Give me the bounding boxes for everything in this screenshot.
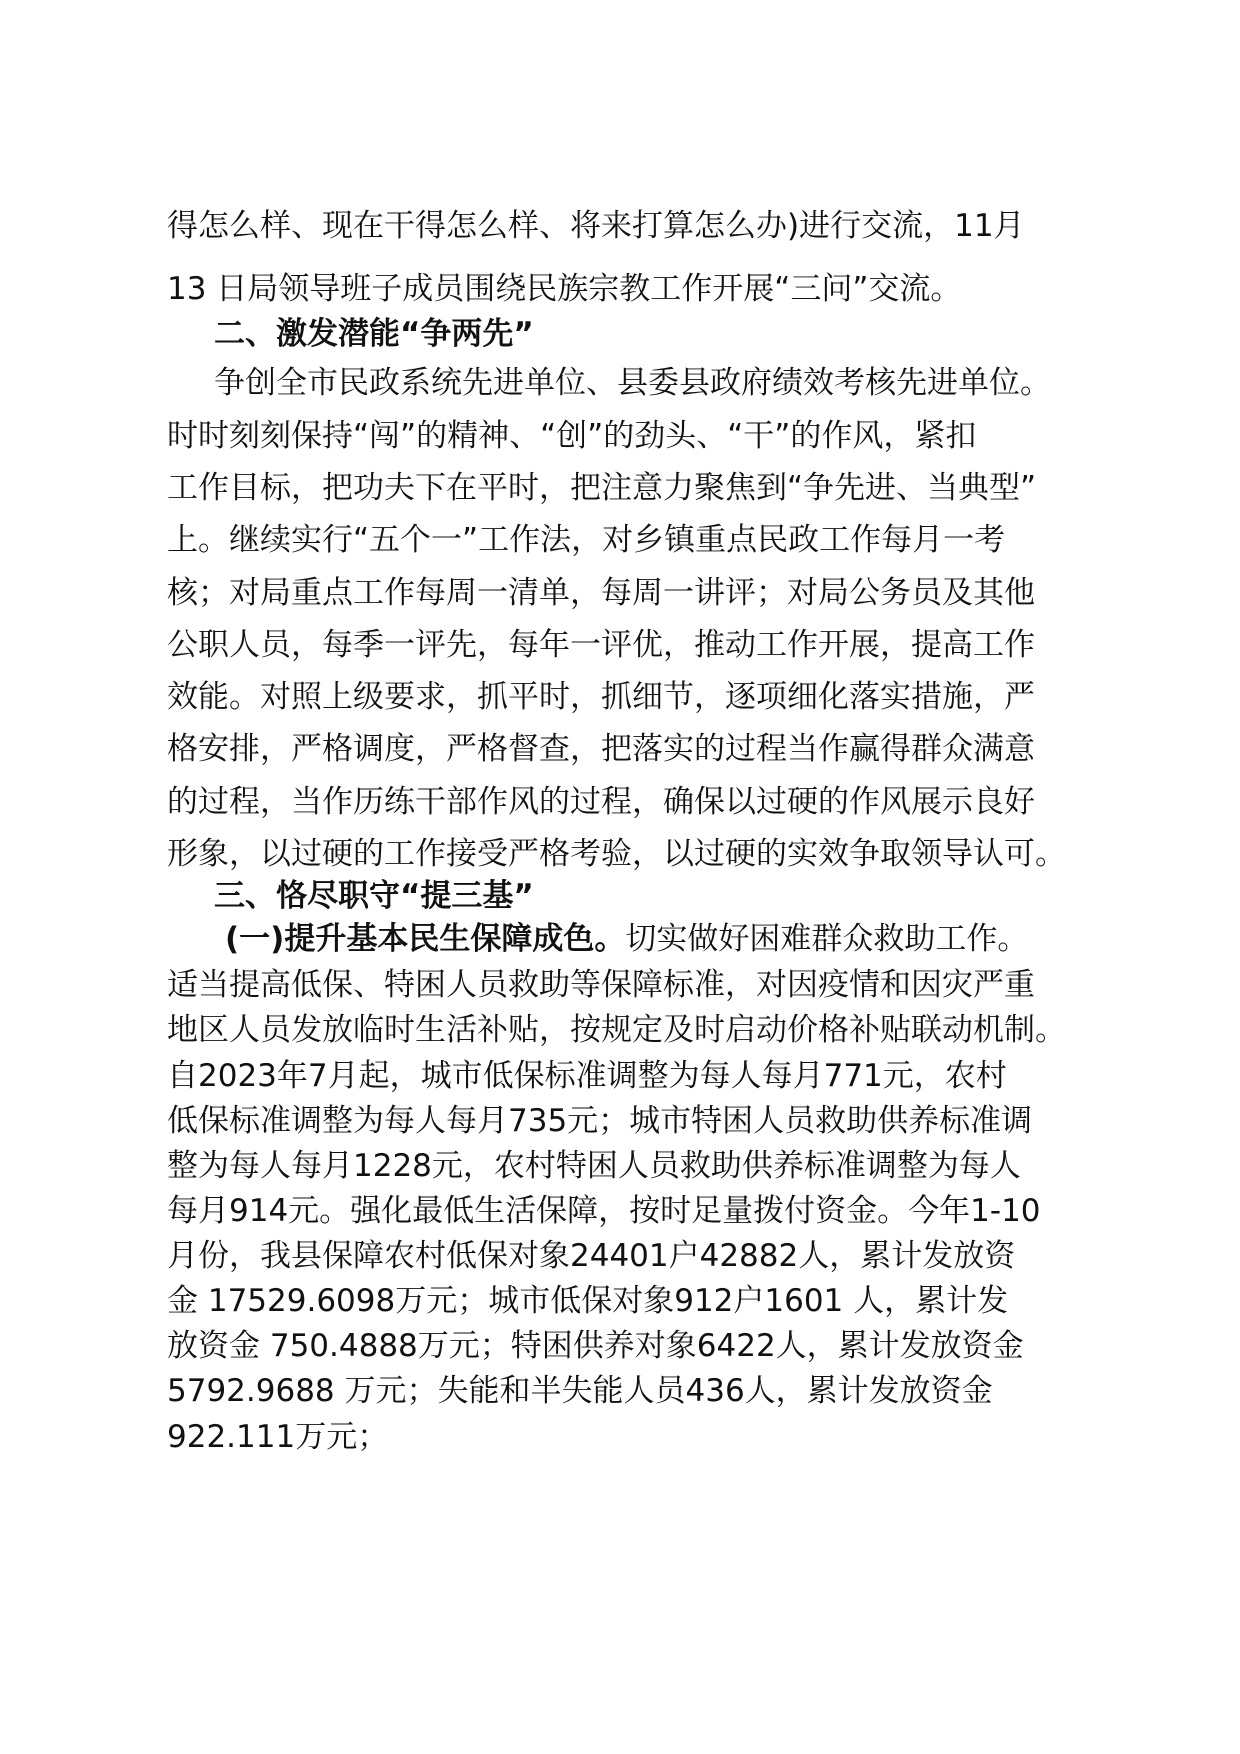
section-2-line-2: 时时刻刻保持“闯”的精神、“创”的劲头、“干”的作风，紧扣 bbox=[167, 418, 977, 454]
section-2-line-1: 争创全市民政系统先进单位、县委县政府绩效考核先进单位。 bbox=[214, 365, 1051, 401]
subsection-1-line-9: 放资金 750.4888万元；特困供养对象6422人，累计发放资金 bbox=[167, 1328, 1024, 1364]
subsection-1-line-3: 自2023年7月起，城市低保标准调整为每人每月771元，农村 bbox=[167, 1058, 1007, 1094]
subsection-1-line-1: 适当提高低保、特困人员救助等保障标准，对因疫情和因灾严重 bbox=[167, 967, 1035, 1003]
subsection-1-line-5: 整为每人每月1228元，农村特困人员救助供养标准调整为每人 bbox=[167, 1148, 1021, 1184]
subsection-1-line-4: 低保标准调整为每人每月735元；城市特困人员救助供养标准调 bbox=[167, 1103, 1033, 1139]
section-2-heading: 二、激发潜能“争两先” bbox=[214, 316, 534, 352]
section-3-heading: 三、恪尽职守“提三基” bbox=[214, 878, 534, 914]
subsection-1-title: (一)提升基本民生保障成色。 bbox=[225, 921, 626, 957]
subsection-1-line-7: 月份，我县保障农村低保对象24401户42882人，累计发放资 bbox=[167, 1238, 1016, 1274]
section-2-line-7: 效能。对照上级要求，抓平时，抓细节，逐项细化落实措施，严 bbox=[167, 679, 1035, 715]
section-2-line-10: 形象，以过硬的工作接受严格考验，以过硬的实效争取领导认可。 bbox=[167, 836, 1066, 872]
subsection-1-line-8: 金 17529.6098万元；城市低保对象912户1601 人，累计发 bbox=[167, 1283, 1009, 1319]
subsection-1-first-line bbox=[225, 913, 1028, 958]
section-2-line-5: 核；对局重点工作每周一清单，每周一讲评；对局公务员及其他 bbox=[167, 575, 1035, 611]
subsection-1-line-11: 922.111万元； bbox=[167, 1419, 389, 1455]
intro-line-2: 13 日局领导班子成员围绕民族宗教工作开展“三问”交流。 bbox=[167, 271, 962, 307]
section-2-line-9: 的过程，当作历练干部作风的过程，确保以过硬的作风展示良好 bbox=[167, 784, 1035, 820]
section-2-line-8: 格安排，严格调度，严格督查，把落实的过程当作赢得群众满意 bbox=[167, 731, 1035, 767]
subsection-1-line-2: 地区人员发放临时生活补贴，按规定及时启动价格补贴联动机制。 bbox=[167, 1012, 1066, 1048]
subsection-1-line-10: 5792.9688 万元；失能和半失能人员436人，累计发放资金 bbox=[167, 1373, 993, 1409]
section-2-line-6: 公职人员，每季一评先，每年一评优，推动工作开展，提高工作 bbox=[167, 627, 1035, 663]
section-2-line-4: 上。继续实行“五个一”工作法，对乡镇重点民政工作每月一考 bbox=[167, 522, 1006, 558]
subsection-1-line-6: 每月914元。强化最低生活保障，按时足量拨付资金。今年1-10 bbox=[167, 1193, 1041, 1229]
section-2-line-3: 工作目标，把功夫下在平时，把注意力聚焦到“争先进、当典型” bbox=[167, 470, 1037, 506]
subsection-1-lead-rest: 切实做好困难群众救助工作。 bbox=[625, 921, 1029, 957]
intro-line-1: 得怎么样、现在干得怎么样、将来打算怎么办)进行交流，11月 bbox=[167, 208, 1025, 244]
